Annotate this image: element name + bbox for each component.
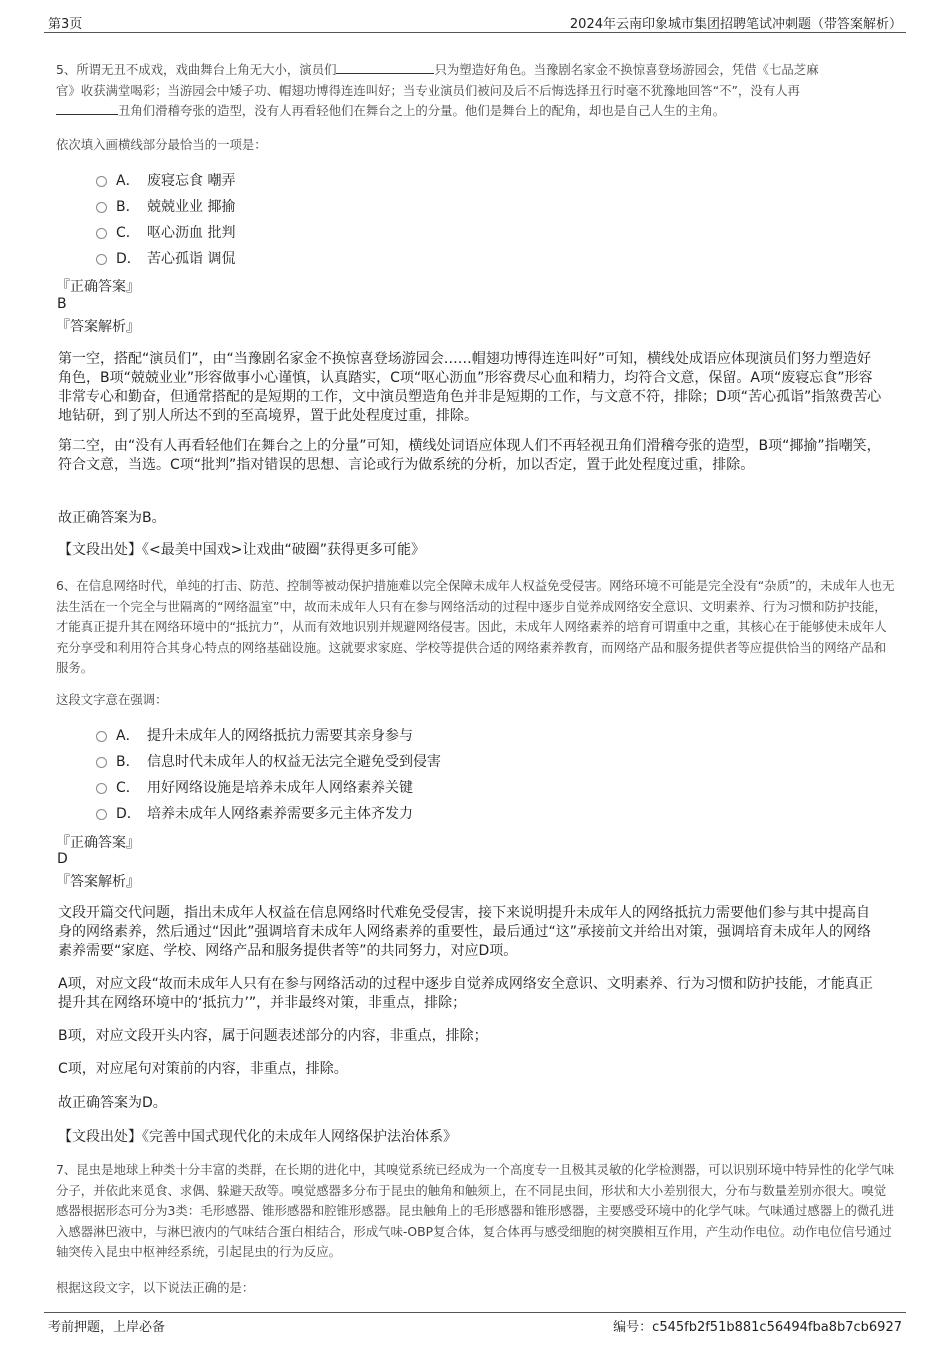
q5-stem-line1-b: 只为塑造好角色。当豫剧名家金不换惊喜登场游园会，凭借《七品芝麻 (434, 62, 819, 77)
page-number: 第3页 (48, 17, 83, 32)
q5-analysis-p2: 第二空，由“没有人再看轻他们在舞台之上的分量”可知，横线处词语应体现人们不再轻视丑角们滑稽夸张的造型，B项“揶揄”指嘲笑，符合文意，当选。C项“批判”指对错误的思想、言论或行为做系统的分析，加以否定，置于此处程度过重，排除。 (58, 438, 881, 473)
radio-icon[interactable] (96, 731, 107, 742)
q6-analysis-p4: C项，对应尾句对策前的内容，非重点，排除。 (58, 1061, 348, 1077)
q6-stem: 6、在信息网络时代，单纯的打击、防范、控制等被动保护措施难以完全保障未成年人权益免受侵害。网络环境不可能是完全没有“杂质”的，未成年人也无法生活在一个完全与世隔离的“网络温室”中，故而未成年人只有在参与网络活动的过程中逐步自觉养成网络安全意识、文明素养、行为习惯和防护技能，才能真正提升其在网络环境中的“抵抗力”，从而有效地识别并规避网络侵害。因此，未成年人网络素养的培育可谓重中之重，其核心在于能够使未成年人充分享受和利用符合其身心特点的网络基础设施。这就要求家庭、学校等提供合适的网络素养教育，而网络产品和服务提供者等应提供恰当的网络产品和服务。 (56, 578, 895, 675)
document-code: 编号：c545fb2f51b881c56494fba8b7cb6927 (613, 1320, 902, 1335)
q6-option-d[interactable]: D． 培养未成年人网络素养需要多元主体齐发力 (96, 803, 413, 823)
q6-analysis-tag: 『答案解析』 (56, 874, 140, 890)
q7-stem: 7、昆虫是地球上种类十分丰富的类群，在长期的进化中，其嗅觉系统已经成为一个高度专一且极其灵敏的化学检测器，可以识别环境中特异性的化学气味分子，并依此来觅食、求偶、躲避天敌等。嗅觉感器多分布于昆虫的触角和触须上，在不同昆虫间，形状和大小差别很大，分布与数量差别亦很大。嗅觉感器根据形态可分为3类：毛形感器、锥形感器和腔锥形感器。昆虫触角上的毛形感器和锥形感器，主要感受环境中的化学气味。气味通过感器上的微孔进入感器淋巴液中，与淋巴液内的气味结合蛋白相结合，形成气味-OBP复合体，复合体再与感受细胞的树突膜相互作用，产生动作电位。动作电位信号通过轴突传入昆虫中枢神经系统，引起昆虫的行为反应。 (56, 1162, 895, 1259)
radio-icon[interactable] (96, 757, 107, 768)
q5-option-d[interactable]: D． 苦心孤诣 调侃 (96, 248, 235, 268)
q5-analysis-p3: 故正确答案为B。 (58, 510, 166, 526)
q5-prompt: 依次填入画横线部分最恰当的一项是： (56, 137, 267, 152)
radio-icon[interactable] (96, 176, 107, 187)
q6-source: 【文段出处】《完善中国式现代化的未成年人网络保护法治体系》 (58, 1129, 457, 1145)
q5-answer-tag: 『正确答案』 (56, 279, 140, 295)
q7-prompt: 根据这段文字，以下说法正确的是： (56, 1280, 255, 1295)
q6-option-c[interactable]: C． 用好网络设施是培养未成年人网络素养关键 (96, 777, 413, 797)
radio-icon[interactable] (96, 809, 107, 820)
q6-answer-tag: 『正确答案』 (56, 835, 140, 851)
q6-answer: D (57, 851, 68, 867)
q5-stem-line1-a: 5、所谓无丑不成戏，戏曲舞台上角无大小，演员们 (56, 62, 337, 77)
q6-option-b[interactable]: B． 信息时代未成年人的权益无法完全避免受到侵害 (96, 751, 441, 771)
page-footer (44, 1312, 906, 1333)
q5-analysis-p1: 第一空，搭配“演员们”，由“当豫剧名家金不换惊喜登场游园会……帽翅功博得连连叫好”可知，横线处成语应体现演员们努力塑造好角色，B项“兢兢业业”形容做事小心谨慎，认真踏实，C项“呕心沥血”形容费尽心血和精力，均符合文意，保留。A项“废寝忘食”形容非常专心和勤奋，但通常搭配的是短期的工作，文中演员塑造角色并非是短期的工作，与文意不符，排除；D项“苦心孤诣”指煞费苦心地钻研，到了别人所达不到的至高境界，置于此处程度过重，排除。 (58, 351, 882, 424)
q5-stem (56, 60, 898, 122)
q5-option-a[interactable]: A． 废寝忘食 嘲弄 (96, 170, 235, 190)
document-title: 2024年云南印象城市集团招聘笔试冲刺题（带答案解析） (569, 17, 902, 32)
footer-note: 考前押题，上岸必备 (48, 1320, 166, 1335)
q6-analysis-p2: A项，对应文段“故而未成年人只有在参与网络活动的过程中逐步自觉养成网络安全意识、文明素养、行为习惯和防护技能，才能真正提升其在网络环境中的‘抵抗力’”，并非最终对策，非重点，排除； (58, 976, 873, 1011)
q5-blank-2 (56, 102, 118, 115)
q6-option-a[interactable]: A． 提升未成年人的网络抵抗力需要其亲身参与 (96, 725, 413, 745)
q5-blank-1 (336, 61, 434, 74)
q6-analysis-p1: 文段开篇交代问题，指出未成年人权益在信息网络时代难免受侵害，接下来说明提升未成年人的网络抵抗力需要他们参与其中提高自身的网络素养，然后通过“因此”强调培育未成年人网络素养的重要性，最后通过“这”承接前文并给出对策，强调培育未成年人的网络素养需要“家庭、学校、网络产品和服务提供者等”的共同努力，对应D项。 (58, 905, 872, 959)
q5-stem-line2: 官》收获满堂喝彩；当游园会中矮子功、帽翅功博得连连叫好；当专业演员们被问及后不后悔选择丑行时毫不犹豫地回答“不”，没有人再 (56, 82, 800, 98)
q5-analysis-tag: 『答案解析』 (56, 319, 140, 335)
radio-icon[interactable] (96, 254, 107, 265)
q5-option-b[interactable]: B． 兢兢业业 揶揄 (96, 196, 235, 216)
q5-option-c[interactable]: C． 呕心沥血 批判 (96, 222, 235, 242)
q6-prompt: 这段文字意在强调： (56, 692, 168, 707)
radio-icon[interactable] (96, 783, 107, 794)
q6-analysis-p5: 故正确答案为D。 (58, 1095, 167, 1111)
q5-source: 【文段出处】《<最美中国戏>让戏曲“破圈”获得更多可能》 (58, 542, 425, 558)
page-header (44, 10, 906, 33)
radio-icon[interactable] (96, 228, 107, 239)
q5-stem-line3: 丑角们滑稽夸张的造型，没有人再看轻他们在舞台之上的分量。他们是舞台上的配角，却也是自己人生的主角。 (118, 103, 726, 118)
q6-analysis-p3: B项，对应文段开头内容，属于问题表述部分的内容，非重点，排除； (58, 1028, 488, 1044)
radio-icon[interactable] (96, 202, 107, 213)
q5-answer: B (57, 296, 67, 312)
